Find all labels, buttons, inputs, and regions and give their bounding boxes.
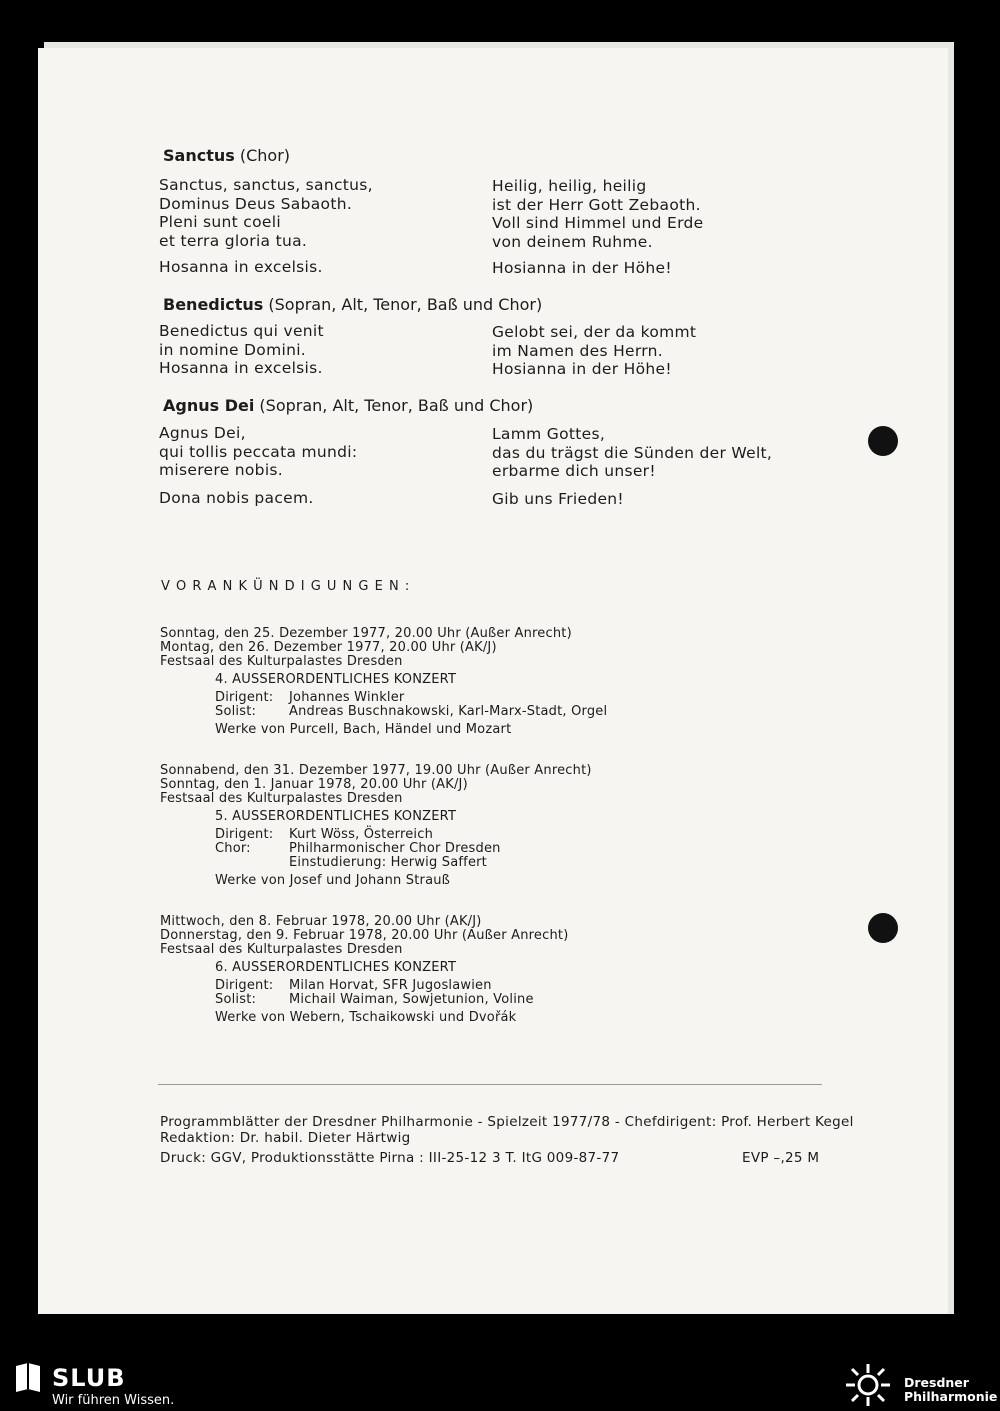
concert-title: 5. AUSSERORDENTLICHES KONZERT	[215, 809, 457, 824]
concert-works: Werke von Purcell, Bach, Händel und Mozart	[215, 722, 512, 737]
german-line: Gelobt sei, der da kommt	[492, 323, 697, 341]
section-title: Sanctus	[163, 146, 235, 165]
latin-line: qui tollis peccata mundi:	[159, 442, 358, 461]
concert-role-label: Dirigent:	[215, 978, 274, 993]
section-voices: (Chor)	[239, 146, 291, 165]
concert-date: Donnerstag, den 9. Februar 1978, 20.00 Uhr (Außer Anrecht)	[160, 928, 569, 943]
concert-role-label: Solist:	[215, 992, 257, 1007]
concert-role-value: Andreas Buschnakowski, Karl-Marx-Stadt, Orgel	[289, 704, 608, 719]
footer-divider	[158, 1084, 822, 1085]
german-line: von deinem Ruhme.	[492, 232, 653, 251]
announcements-heading: V O R A N K Ü N D I G U N G E N :	[161, 579, 411, 594]
german-line: Hosianna in der Höhe!	[492, 259, 672, 277]
concert-date: Sonntag, den 25. Dezember 1977, 20.00 Uhr (Außer Anrecht)	[160, 626, 572, 641]
german-line: ist der Herr Gott Zebaoth.	[492, 195, 701, 214]
concert-role-value: Kurt Wöss, Österreich	[289, 827, 434, 842]
footer-price: EVP –,25 M	[742, 1150, 820, 1166]
punch-hole	[868, 426, 898, 456]
concert-role-label: Dirigent:	[215, 690, 274, 705]
latin-line: Pleni sunt coeli	[159, 213, 281, 231]
section-voices: (Sopran, Alt, Tenor, Baß und Chor)	[268, 295, 543, 314]
concert-venue: Festsaal des Kulturpalastes Dresden	[160, 791, 403, 806]
latin-line: Hosanna in excelsis.	[159, 359, 323, 377]
concert-role-value: Philharmonischer Chor Dresden	[289, 841, 501, 856]
punch-hole	[868, 913, 898, 943]
german-line: im Namen des Herrn.	[492, 341, 664, 360]
concert-date: Mittwoch, den 8. Februar 1978, 20.00 Uhr (AK/J)	[160, 914, 482, 929]
concert-role-value: Michail Waiman, Sowjetunion, Voline	[289, 992, 534, 1007]
german-line: das du trägst die Sünden der Welt,	[492, 443, 773, 462]
german-line: Hosianna in der Höhe!	[492, 360, 672, 378]
concert-role-value: Einstudierung: Herwig Saffert	[289, 855, 487, 870]
slub-book-icon	[14, 1362, 42, 1394]
german-line: Heilig, heilig, heilig	[492, 177, 647, 195]
concert-date: Sonntag, den 1. Januar 1978, 20.00 Uhr (AK/J)	[160, 777, 468, 792]
latin-line: Dominus Deus Sabaoth.	[159, 194, 353, 213]
concert-role-value: Milan Horvat, SFR Jugoslawien	[289, 978, 492, 993]
concert-role-label: Dirigent:	[215, 827, 274, 842]
section-heading	[163, 396, 533, 415]
slub-name: SLUB	[52, 1364, 126, 1392]
german-line: Voll sind Himmel und Erde	[492, 214, 704, 232]
concert-date: Montag, den 26. Dezember 1977, 20.00 Uhr (AK/J)	[160, 640, 497, 655]
german-line: Gib uns Frieden!	[492, 490, 624, 508]
german-line: Lamm Gottes,	[492, 425, 606, 443]
section-heading	[163, 146, 290, 165]
philharmonie-name	[904, 1376, 997, 1404]
latin-line: in nomine Domini.	[159, 340, 307, 359]
section-heading	[163, 295, 542, 314]
german-line: erbarme dich unser!	[492, 462, 656, 480]
footer-credits: Programmblätter der Dresdner Philharmonie - Spielzeit 1977/78 - Chefdirigent: Prof. Herbert Kegel	[160, 1114, 854, 1130]
concert-title: 6. AUSSERORDENTLICHES KONZERT	[215, 960, 457, 975]
section-voices: (Sopran, Alt, Tenor, Baß und Chor)	[259, 396, 534, 415]
latin-line: Sanctus, sanctus, sanctus,	[159, 176, 373, 194]
concert-date: Sonnabend, den 31. Dezember 1977, 19.00 Uhr (Außer Anrecht)	[160, 763, 592, 778]
concert-role-label: Chor:	[215, 841, 251, 856]
latin-line: Agnus Dei,	[159, 424, 246, 442]
latin-line: et terra gloria tua.	[159, 231, 308, 250]
concert-works: Werke von Webern, Tschaikowski und Dvořák	[215, 1010, 517, 1025]
philharmonie-name-line-1: Dresdner	[904, 1375, 969, 1390]
section-title: Benedictus	[163, 295, 264, 314]
latin-line: Hosanna in excelsis.	[159, 258, 323, 276]
section-title: Agnus Dei	[163, 396, 255, 415]
philharmonie-sunburst-icon	[842, 1362, 894, 1408]
concert-venue: Festsaal des Kulturpalastes Dresden	[160, 654, 403, 669]
concert-role-value: Johannes Winkler	[289, 690, 405, 705]
footer-printer: Druck: GGV, Produktionsstätte Pirna : III-25-12 3 T. ItG 009-87-77	[160, 1150, 620, 1166]
latin-line: Dona nobis pacem.	[159, 489, 314, 507]
philharmonie-name-line-2: Philharmonie	[904, 1389, 998, 1404]
slub-tagline: Wir führen Wissen.	[52, 1393, 175, 1408]
footer-editor: Redaktion: Dr. habil. Dieter Härtwig	[160, 1130, 411, 1146]
latin-line: Benedictus qui venit	[159, 322, 324, 340]
latin-line: miserere nobis.	[159, 461, 284, 479]
concert-venue: Festsaal des Kulturpalastes Dresden	[160, 942, 403, 957]
concert-title: 4. AUSSERORDENTLICHES KONZERT	[215, 672, 457, 687]
concert-role-label: Solist:	[215, 704, 257, 719]
concert-works: Werke von Josef und Johann Strauß	[215, 873, 451, 888]
